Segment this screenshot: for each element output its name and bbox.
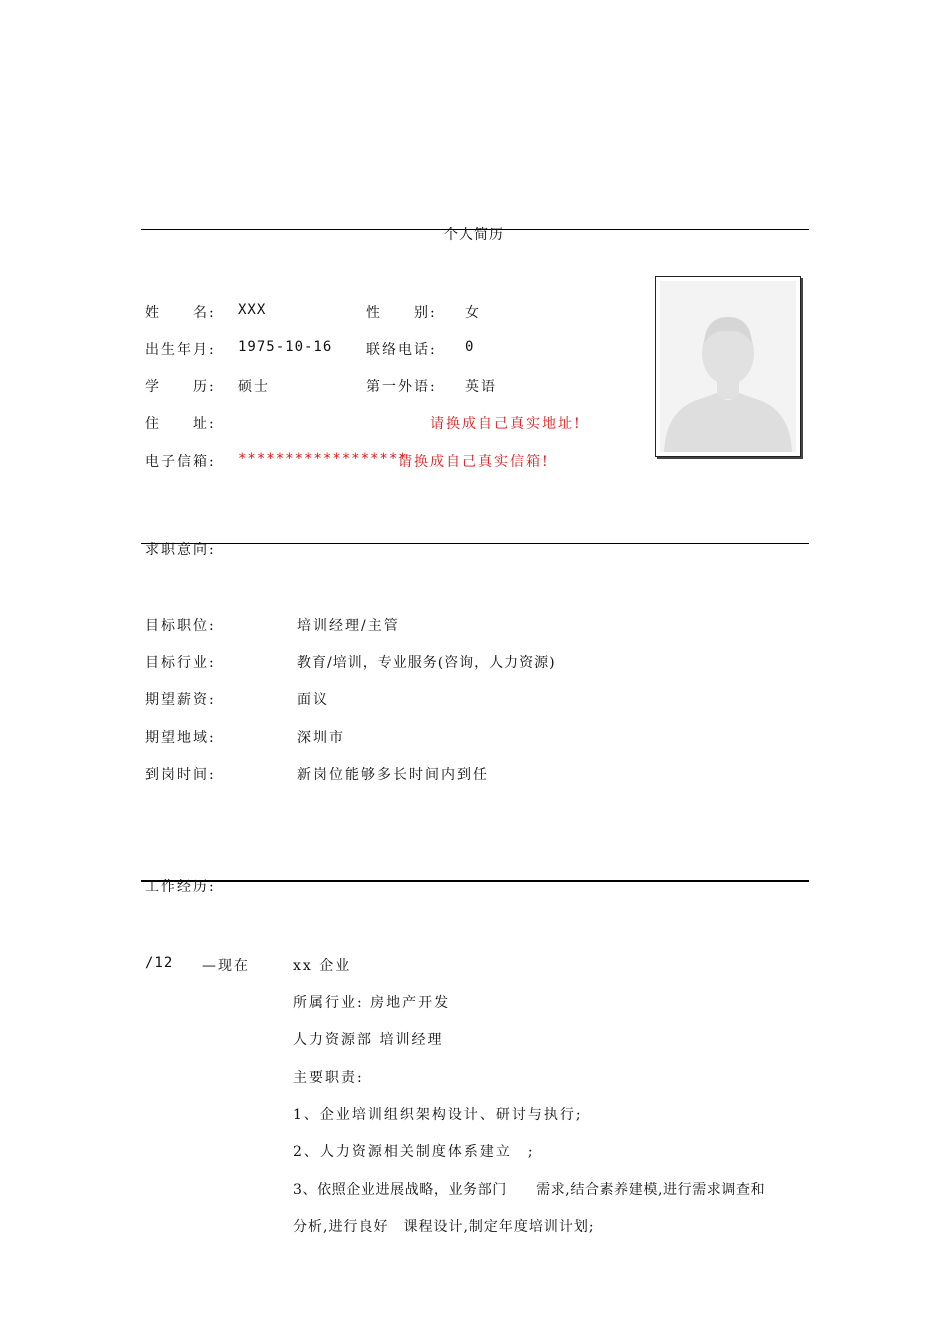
page-title: 个人简历 [444,227,504,243]
gender-value: 女 [465,305,481,321]
work-line: 分析,进行良好 课程设计,制定年度培训计划; [293,1219,595,1235]
intent-label: 目标职位: [145,618,216,634]
education-label: 学 历: [145,379,216,395]
email-note: 请换成自己真实信箱! [398,454,550,470]
work-line: 主要职责: [293,1070,364,1086]
work-heading: 工作经历: [145,879,216,895]
work-date-start: /12 [145,955,174,971]
education-value: 硕士 [238,379,270,395]
intent-label: 到岗时间: [145,767,216,783]
intent-label: 目标行业: [145,655,216,671]
intent-heading: 求职意向: [145,542,216,558]
address-note: 请换成自己真实地址! [430,416,582,432]
work-date-end: —现在 [202,958,250,974]
intent-value: 培训经理/主管 [297,618,400,634]
intent-value: 新岗位能够多长时间内到任 [297,767,489,783]
email-value: ****************** [238,451,408,467]
birth-value: 1975-10-16 [238,339,333,355]
name-value: XXX [238,302,267,318]
work-line: 2、人力资源相关制度体系建立 ; [293,1144,535,1160]
work-line: 人力资源部 培训经理 [293,1032,444,1048]
photo-frame [655,276,801,457]
intent-value: 深圳市 [297,730,345,746]
work-company: xx 企业 [293,958,352,974]
name-label: 姓 名: [145,305,216,321]
work-line: 所属行业: 房地产开发 [293,995,451,1011]
address-label: 住 址: [145,416,216,432]
work-line: 1、企业培训组织架构设计、研讨与执行; [293,1107,583,1123]
email-label: 电子信箱: [145,454,216,470]
intent-value: 教育/培训，专业服务(咨询，人力资源) [297,655,556,671]
intent-rule [141,543,809,544]
avatar-silhouette-icon [660,281,796,452]
phone-value: 0 [465,339,475,355]
intent-label: 期望薪资: [145,692,216,708]
intent-value: 面议 [297,692,329,708]
language-value: 英语 [465,379,497,395]
language-label: 第一外语: [366,379,437,395]
work-rule [141,880,809,882]
work-line: 3、依照企业进展战略，业务部门 需求,结合素养建模,进行需求调查和 [293,1182,766,1198]
gender-label: 性 别: [366,305,437,321]
phone-label: 联络电话: [366,342,437,358]
birth-label: 出生年月: [145,342,216,358]
intent-label: 期望地域: [145,730,216,746]
